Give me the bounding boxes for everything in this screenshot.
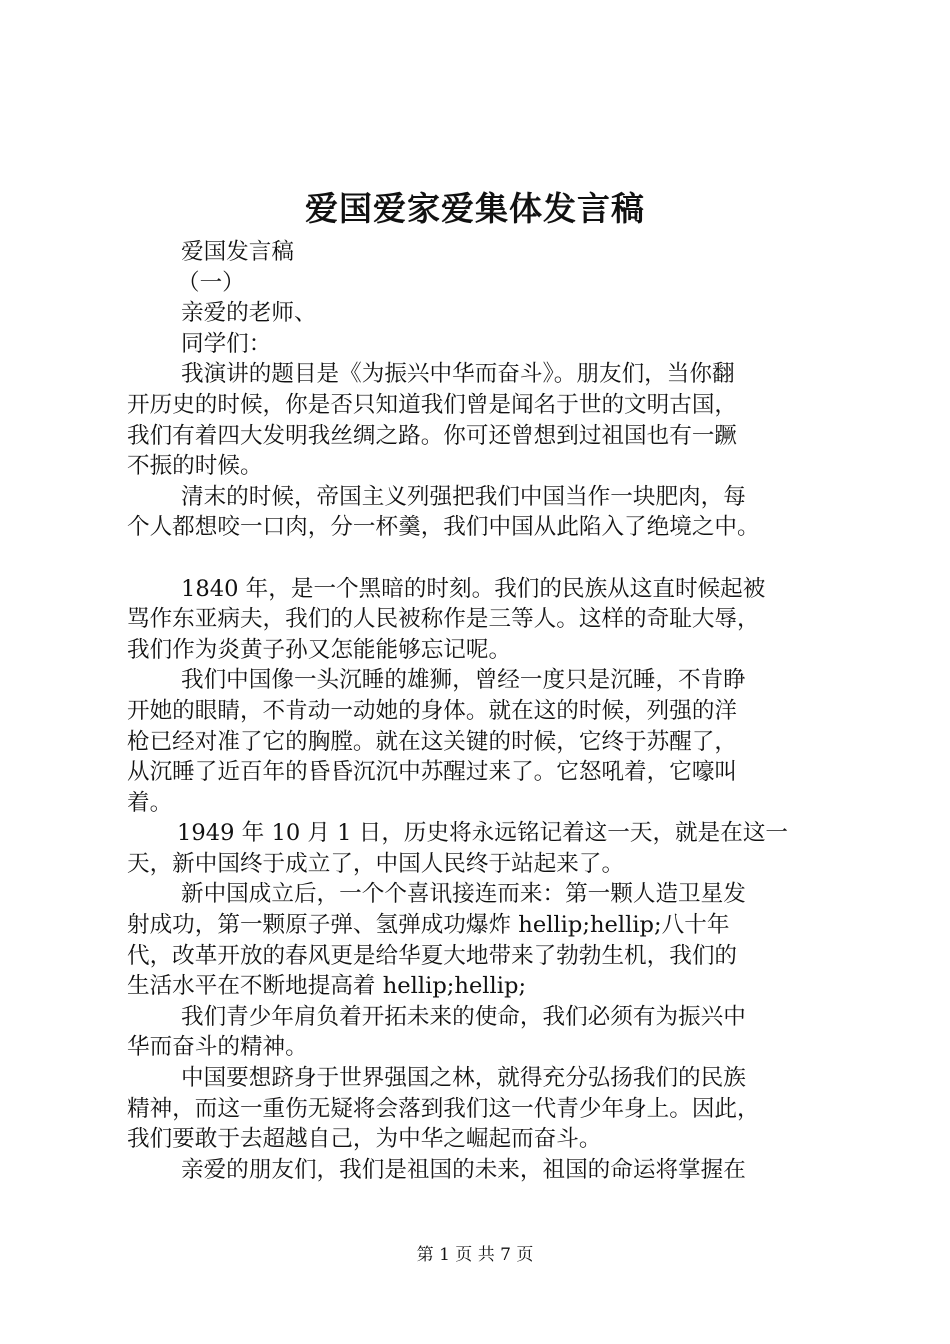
text-line: 开她的眼睛，不肯动一动她的身体。就在这的时候，列强的洋 (127, 697, 738, 724)
text-line: 中国要想跻身于世界强国之林，就得充分弘扬我们的民族 (181, 1065, 746, 1092)
page-indicator: 第 1 页 共 7 页 (416, 1245, 534, 1265)
blank-line (127, 543, 833, 574)
text-line: 代，改革开放的春风更是给华夏大地带来了勃勃生机，我们的 (127, 942, 738, 969)
text-line: 我演讲的题目是《为振兴中华而奋斗》。朋友们，当你翻 (181, 361, 735, 388)
text-line: 不振的时候。 (127, 453, 263, 480)
text-line: 新中国成立后，一个个喜讯接连而来：第一颗人造卫星发 (181, 881, 746, 908)
text-line: 亲爱的朋友们，我们是祖国的未来，祖国的命运将掌握在 (181, 1156, 746, 1183)
text-line: 我们作为炎黄子孙又怎能能够忘记呢。 (127, 636, 512, 663)
text-line: 我们要敢于去超越自己，为中华之崛起而奋斗。 (127, 1126, 602, 1153)
text-line: 华而奋斗的精神。 (127, 1034, 308, 1061)
text-line: 枪已经对准了它的胸膛。就在这关键的时候，它终于苏醒了， (127, 728, 738, 755)
text-line: 爱国发言稿 (181, 239, 294, 265)
text-line: 生活水平在不断地提高着 hellip;hellip; (127, 973, 527, 1000)
text-line: 着。 (127, 789, 173, 816)
text-line: 同学们： (181, 330, 272, 357)
text-line: 骂作东亚病夫，我们的人民被称作是三等人。这样的奇耻大辱， (127, 606, 760, 633)
text-line: 射成功，第一颗原子弹、氢弹成功爆炸 hellip;hellip;八十年 (127, 912, 730, 939)
text-line: （一） (177, 269, 245, 296)
text-line: 个人都想咬一口肉，分一杯羹，我们中国从此陷入了绝境之中。 (127, 514, 760, 541)
text-line: 1949 年 10 月 1 日，历史将永远铭记着这一天，就是在这一 (177, 820, 789, 847)
document-body (127, 237, 833, 1185)
text-line: 我们中国像一头沉睡的雄狮，曾经一度只是沉睡，不肯睁 (181, 667, 746, 694)
text-line: 我们青少年肩负着开拓未来的使命，我们必须有为振兴中 (181, 1003, 746, 1030)
text-line: 天，新中国终于成立了，中国人民终于站起来了。 (127, 850, 625, 877)
text-line: 1840 年，是一个黑暗的时刻。我们的民族从这直时候起被 (181, 575, 766, 602)
text-line: 开历史的时候，你是否只知道我们曾是闻名于世的文明古国， (127, 391, 738, 418)
document-title: 爱国爱家爱集体发言稿 (305, 189, 645, 228)
text-line: 我们有着四大发明我丝绸之路。你可还曾想到过祖国也有一蹶 (127, 422, 738, 449)
text-line: 从沉睡了近百年的昏昏沉沉中苏醒过来了。它怒吼着，它嚎叫 (127, 759, 738, 786)
text-line: 亲爱的老师、 (181, 300, 317, 327)
text-line: 清末的时候，帝国主义列强把我们中国当作一块肥肉，每 (181, 483, 746, 510)
text-line: 精神，而这一重伤无疑将会落到我们这一代青少年身上。因此， (127, 1095, 760, 1122)
